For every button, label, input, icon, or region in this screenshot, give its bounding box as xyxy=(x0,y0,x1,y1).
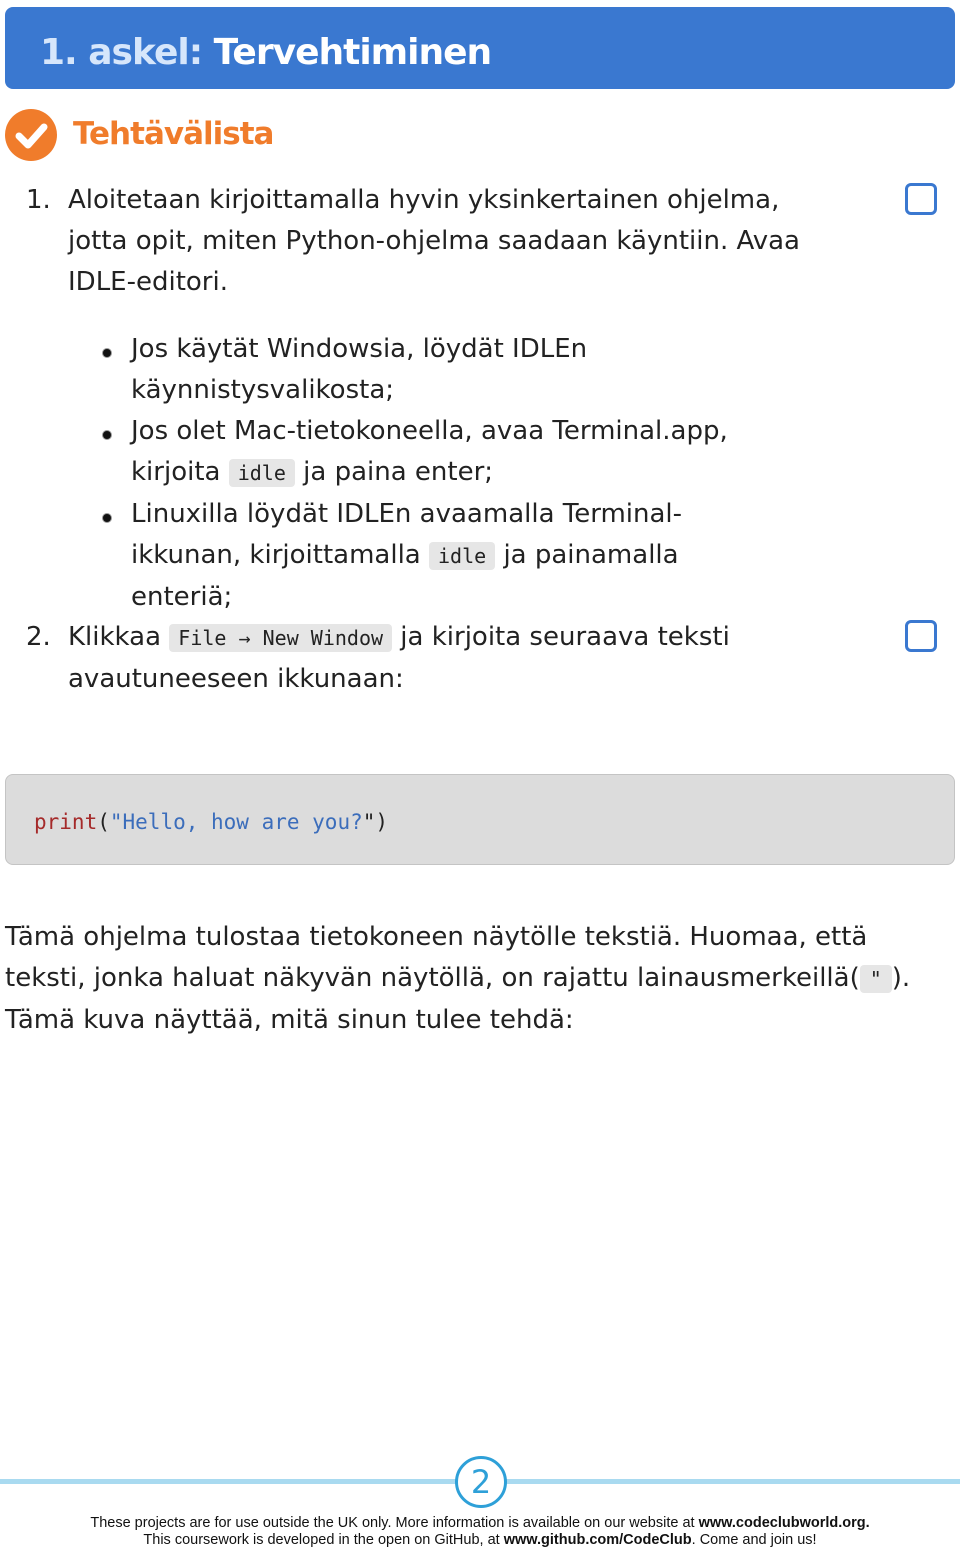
item-1-checkbox[interactable] xyxy=(905,183,937,215)
footer-line-1-text: These projects are for use outside the UK only. More information is available on our website at xyxy=(90,1515,699,1531)
paragraph-code: " xyxy=(860,965,892,993)
step-title-text: Tervehtiminen xyxy=(213,32,492,73)
bullet-list xyxy=(100,329,740,618)
item-2-text-before: Klikkaa xyxy=(68,622,162,652)
menu-file: File xyxy=(178,626,227,650)
footer-line-2-end: . Come and join us! xyxy=(691,1532,817,1548)
item-2-number: 2. xyxy=(26,622,51,652)
list-item xyxy=(100,494,740,618)
code-function: print xyxy=(34,810,98,834)
list-item xyxy=(100,329,740,411)
footer-line-1 xyxy=(0,1514,960,1532)
footer-link-github[interactable]: www.github.com/CodeClub xyxy=(503,1532,692,1548)
menu-path xyxy=(169,624,392,652)
arrow-right-icon: → xyxy=(238,626,251,650)
step-number: 1. askel: xyxy=(40,32,203,73)
item-1-text: Aloitetaan kirjoittamalla hyvin yksinkertainen ohjelma, jotta opit, miten Python-ohjelma saadaan käyntiin. Avaa IDLE-editori. xyxy=(68,185,800,297)
footer-line-2 xyxy=(0,1531,960,1549)
bullet-icon xyxy=(102,430,112,440)
step-title xyxy=(40,31,491,75)
item-2-text-after: ja kirjoita seuraava teksti avautuneeseen ikkunaan: xyxy=(68,622,730,694)
code-block xyxy=(5,774,955,865)
bullet-2-text-after: ja paina enter; xyxy=(303,457,494,487)
bullet-icon xyxy=(102,513,112,523)
footer-line-2-text: This coursework is developed in the open on GitHub, at xyxy=(143,1532,504,1548)
bullet-2-code: idle xyxy=(229,459,295,487)
bullet-2-text-before: Jos olet Mac-tietokoneella, avaa Terminal.app, kirjoita xyxy=(131,416,728,487)
body-paragraph xyxy=(5,917,955,1041)
bullet-1-text: Jos käytät Windowsia, löydät IDLEn käynnistysvalikosta; xyxy=(131,334,588,405)
menu-new-window: New Window xyxy=(262,626,384,650)
item-2-text xyxy=(68,617,808,700)
step-header xyxy=(5,7,955,89)
bullet-3-code: idle xyxy=(429,542,495,570)
page-number: 2 xyxy=(455,1456,507,1508)
code-close: ") xyxy=(362,810,389,834)
item-1-number: 1. xyxy=(26,185,51,215)
checklist-title: Tehtävälista xyxy=(73,116,274,152)
paragraph-text-before: Tämä ohjelma tulostaa tietokoneen näytölle tekstiä. Huomaa, että teksti, jonka haluat näkyvän näytöllä, on rajattu lainausmerkeillä( xyxy=(5,922,868,993)
bullet-3-text-before: Linuxilla löydät IDLEn avaamalla Terminal-ikkunan, kirjoittamalla xyxy=(131,499,683,570)
paragraph-text-after: ). Tämä kuva näyttää, mitä sinun tulee tehdä: xyxy=(5,963,911,1035)
bullet-icon xyxy=(102,348,112,358)
list-item xyxy=(100,411,740,494)
item-2-checkbox[interactable] xyxy=(905,620,937,652)
check-icon xyxy=(5,109,57,161)
code-string: "Hello, how are you? xyxy=(109,810,363,834)
code-open-paren: ( xyxy=(97,810,110,834)
bullet-3-text-after: ja painamalla enteriä; xyxy=(131,540,679,612)
footer-line-1-end: . xyxy=(865,1515,870,1531)
code-line xyxy=(34,808,388,836)
footer-link-codeclubworld[interactable]: www.codeclubworld.org xyxy=(698,1515,866,1531)
